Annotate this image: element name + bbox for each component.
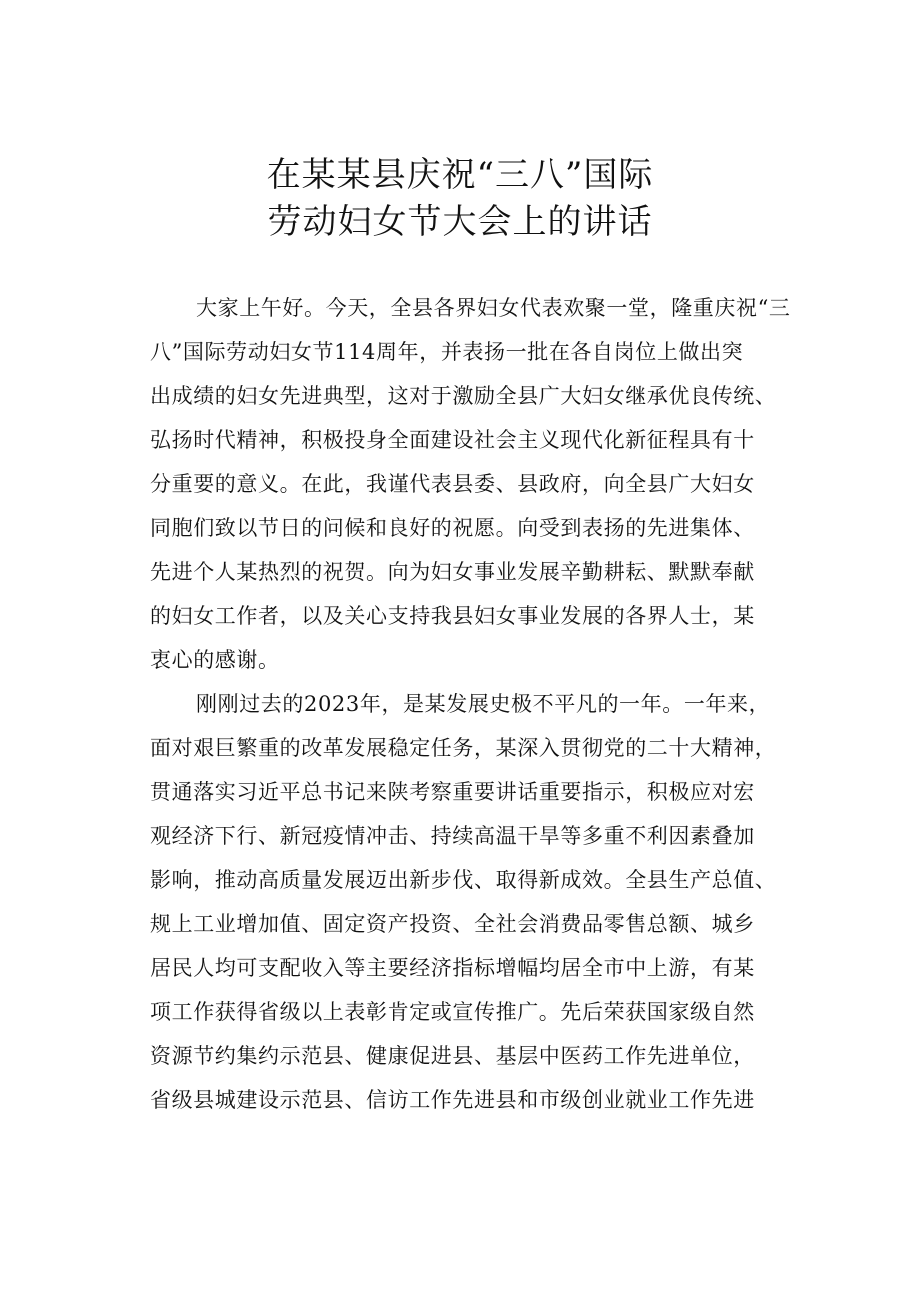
text-line: 居民人均可支配收入等主要经济指标增幅均居全市中上游，有某 xyxy=(150,956,755,980)
text-line: 弘扬时代精神，积极投身全面建设社会主义现代化新征程具有十 xyxy=(150,428,755,452)
text-line: 的妇女工作者，以及关心支持我县妇女事业发展的各界人士，某 xyxy=(150,604,755,628)
text-line: 省级县城建设示范县、信访工作先进县和市级创业就业工作先进 xyxy=(150,1088,755,1112)
text-line: 刚刚过去的2023年，是某发展史极不平凡的一年。一年来， xyxy=(196,692,771,716)
text-line: 分重要的意义。在此，我谨代表县委、县政府，向全县广大妇女 xyxy=(150,472,755,496)
text-line: 资源节约集约示范县、健康促进县、基层中医药工作先进单位， xyxy=(150,1044,755,1068)
paragraph-1 xyxy=(150,286,810,682)
title-line-2: 劳动妇女节大会上的讲话 xyxy=(267,202,653,242)
document-body xyxy=(150,286,810,1122)
text-line: 八”国际劳动妇女节114周年，并表扬一批在各自岗位上做出突 xyxy=(150,340,744,364)
text-line: 出成绩的妇女先进典型，这对于激励全县广大妇女继承优良传统、 xyxy=(150,384,777,408)
text-line: 大家上午好。今天，全县各界妇女代表欢聚一堂，隆重庆祝“三 xyxy=(196,296,791,320)
text-line: 先进个人某热烈的祝贺。向为妇女事业发展辛勤耕耘、默默奉献 xyxy=(150,560,755,584)
text-line: 项工作获得省级以上表彰肯定或宣传推广。先后荣获国家级自然 xyxy=(150,1000,755,1024)
paragraph-2 xyxy=(150,682,810,1122)
title-line-1: 在某某县庆祝“三八”国际 xyxy=(266,155,654,195)
text-line: 影响，推动高质量发展迈出新步伐、取得新成效。全县生产总值、 xyxy=(150,868,777,892)
text-line: 同胞们致以节日的问候和良好的祝愿。向受到表扬的先进集体、 xyxy=(150,516,755,540)
text-line: 规上工业增加值、固定资产投资、全社会消费品零售总额、城乡 xyxy=(150,912,755,936)
document-title xyxy=(150,152,770,246)
text-line: 贯通落实习近平总书记来陕考察重要讲话重要指示，积极应对宏 xyxy=(150,780,755,804)
text-line: 面对艰巨繁重的改革发展稳定任务，某深入贯彻党的二十大精神， xyxy=(150,736,777,760)
text-line: 衷心的感谢。 xyxy=(150,648,280,672)
text-line: 观经济下行、新冠疫情冲击、持续高温干旱等多重不利因素叠加 xyxy=(150,824,755,848)
